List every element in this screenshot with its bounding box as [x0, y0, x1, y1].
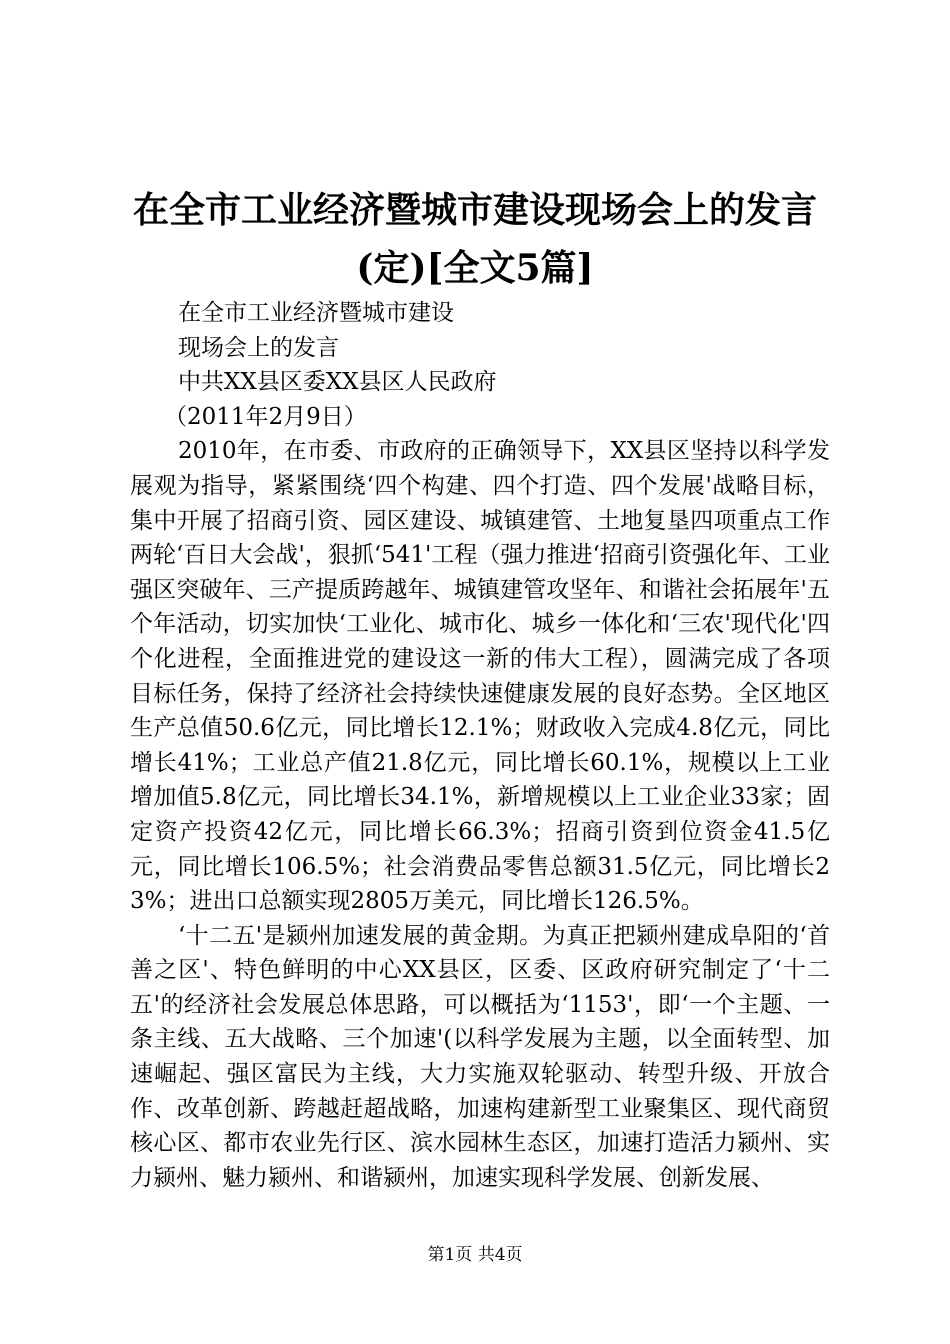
heading-line-date: （2011年2月9日） [164, 403, 367, 430]
heading-line-speech-title-1: 在全市工业经济暨城市建设 [178, 300, 454, 326]
document-title-line-2: (定)[全文5篇] [356, 247, 594, 289]
body-paragraph-2: ‘十二五'是颍州加速发展的黄金期。为真正把颍州建成阜阳的‘首善之区'、特色鲜明的中心XX县区，区委、区政府研究制定了‘十二五'的经济社会发展总体思路，可以概括为‘1153'，即‘一个主题、一条主线、五大战略、三个加速'(以科学发展为主题，以全面转型、加速崛起、强区富民为主线，大力实施双轮驱动、转型升级、开放合作、改革创新、跨越赶超战略，加速构建新型工业聚集区、现代商贸核心区、都市农业先行区、滨水园林生态区，加速打造活力颍州、实力颍州、魅力颍州、和谐颍州，加速实现科学发展、创新发展、 [130, 922, 830, 1191]
body-paragraph-1: 2010年，在市委、市政府的正确领导下，XX县区坚持以科学发展观为指导，紧紧围绕‘四个构建、四个打造、四个发展'战略目标，集中开展了招商引资、园区建设、城镇建管、土地复垦四项重点工作两轮‘百日大会战'，狠抓‘541'工程（强力推进‘招商引资强化年、工业强区突破年、三产提质跨越年、城镇建管攻坚年、和谐社会拓展年'五个年活动，切实加快‘工业化、城市化、城乡一体化和‘三农'现代化'四个化进程，全面推进党的建设这一新的伟大工程），圆满完成了各项目标任务，保持了经济社会持续快速健康发展的良好态势。全区地区生产总值50.6亿元，同比增长12.1%；财政收入完成4.8亿元，同比增长41%；工业总产值21.8亿元，同比增长60.1%，规模以上工业增加值5.8亿元，同比增长34.1%，新增规模以上工业企业33家；固定资产投资42亿元，同比增长66.3%；招商引资到位资金41.5亿元，同比增长106.5%；社会消费品零售总额31.5亿元，同比增长23%；进出口总额实现2805万美元，同比增长126.5%。 [130, 438, 830, 915]
heading-line-speech-title-2: 现场会上的发言 [178, 334, 339, 361]
heading-line-speaker: 中共XX县区委XX县区人民政府 [178, 369, 497, 396]
page-number-footer: 第1页 共4页 [427, 1245, 523, 1265]
document-body [130, 296, 830, 1195]
document-title-line-1: 在全市工业经济暨城市建设现场会上的发言 [132, 189, 817, 231]
